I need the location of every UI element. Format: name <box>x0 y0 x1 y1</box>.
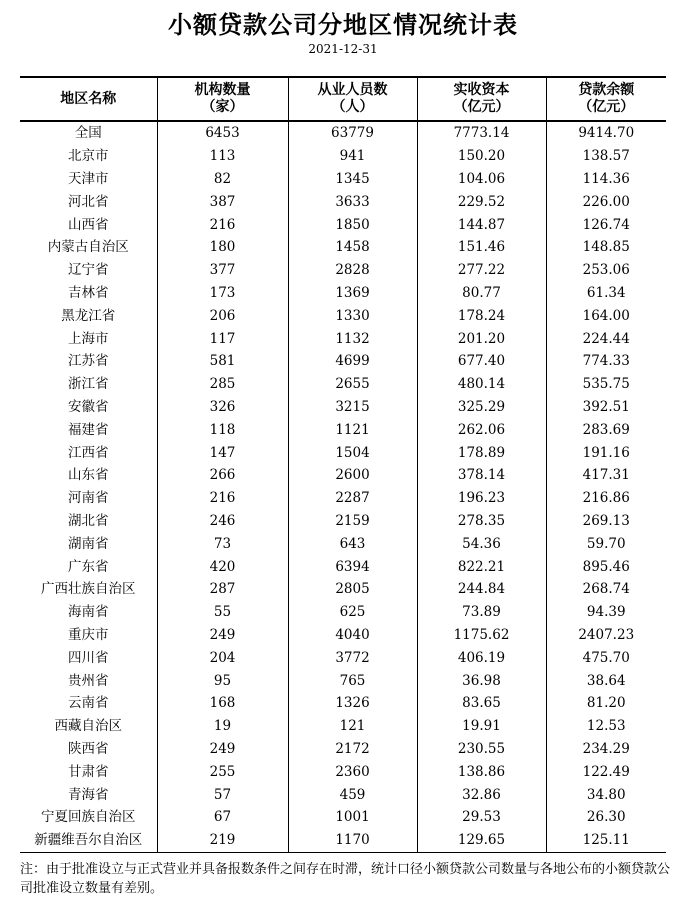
institution-count-cell: 19 <box>157 715 288 738</box>
employee-count-cell: 4699 <box>288 350 417 373</box>
loan-balance-cell: 61.34 <box>586 284 626 301</box>
employee-count-cell: 2287 <box>288 487 417 510</box>
region-cell: 青海省 <box>20 783 157 806</box>
paid-in-capital-cell: 1175.62 <box>417 624 546 647</box>
loan-balance-cell: 895.46 <box>582 558 630 575</box>
loan-balance-cell: 9414.70 <box>578 125 635 142</box>
header-employee-count-label: 从业人员数 <box>317 82 388 98</box>
institution-count-cell: 266 <box>157 464 288 487</box>
region-cell: 新疆维吾尔自治区 <box>20 829 157 852</box>
table-row <box>20 236 666 259</box>
region-cell: 上海市 <box>20 327 157 350</box>
paid-in-capital-cell: 178.24 <box>417 304 546 327</box>
employee-count-cell: 1132 <box>288 327 417 350</box>
loan-balance-cell: 392.51 <box>582 398 630 415</box>
header-institution-count-label: 机构数量 <box>194 82 251 98</box>
region-cell: 广东省 <box>20 555 157 578</box>
institution-count-cell: 377 <box>157 259 288 282</box>
institution-count-cell: 95 <box>157 669 288 692</box>
page-title: 小额贷款公司分地区情况统计表 <box>168 11 518 39</box>
loan-balance-cell: 122.49 <box>582 763 630 780</box>
region-cell: 浙江省 <box>20 373 157 396</box>
header-institution-count <box>157 77 288 121</box>
institution-count-cell: 249 <box>157 738 288 761</box>
region-cell: 湖南省 <box>20 532 157 555</box>
loan-balance-cell: 191.16 <box>582 444 630 461</box>
institution-count-cell: 147 <box>157 441 288 464</box>
region-cell: 陕西省 <box>20 738 157 761</box>
paid-in-capital-cell: 29.53 <box>417 806 546 829</box>
region-cell: 安徽省 <box>20 396 157 419</box>
loan-balance-cell: 224.44 <box>582 330 630 347</box>
employee-count-cell: 1121 <box>288 418 417 441</box>
paid-in-capital-cell: 19.91 <box>417 715 546 738</box>
paid-in-capital-cell: 54.36 <box>417 532 546 555</box>
loan-balance-cell: 125.11 <box>546 829 666 852</box>
loan-balance-cell: 216.86 <box>582 490 630 507</box>
paid-in-capital-cell: 262.06 <box>417 418 546 441</box>
paid-in-capital-cell: 151.46 <box>417 236 546 259</box>
employee-count-cell: 63779 <box>288 121 417 145</box>
employee-count-cell: 3633 <box>288 190 417 213</box>
employee-count-cell: 1345 <box>288 168 417 191</box>
paid-in-capital-cell: 406.19 <box>417 646 546 669</box>
header-paid-in-capital <box>417 77 546 121</box>
table-row <box>20 692 666 715</box>
institution-count-cell: 216 <box>157 213 288 236</box>
employee-count-cell: 2159 <box>288 510 417 533</box>
employee-count-cell: 2805 <box>288 578 417 601</box>
employee-count-cell: 1850 <box>288 213 417 236</box>
loan-balance-cell: 26.30 <box>586 809 626 826</box>
paid-in-capital-cell: 378.14 <box>417 464 546 487</box>
employee-count-cell: 625 <box>288 601 417 624</box>
paid-in-capital-cell: 178.89 <box>417 441 546 464</box>
institution-count-cell: 581 <box>157 350 288 373</box>
institution-count-cell: 180 <box>157 236 288 259</box>
header-employee-count <box>288 77 417 121</box>
table-body <box>20 121 666 852</box>
loan-balance-cell: 234.29 <box>582 740 630 757</box>
region-cell: 云南省 <box>20 692 157 715</box>
paid-in-capital-cell: 229.52 <box>417 190 546 213</box>
header-region <box>20 77 157 121</box>
region-cell: 河南省 <box>20 487 157 510</box>
employee-count-cell: 941 <box>288 145 417 168</box>
region-cell: 海南省 <box>20 601 157 624</box>
employee-count-cell: 2600 <box>288 464 417 487</box>
table-row <box>20 418 666 441</box>
table-row <box>20 829 666 852</box>
institution-count-cell: 57 <box>157 783 288 806</box>
table-row <box>20 555 666 578</box>
region-cell: 重庆市 <box>20 624 157 647</box>
loan-balance-cell: 475.70 <box>582 649 630 666</box>
region-cell: 辽宁省 <box>20 259 157 282</box>
paid-in-capital-cell: 83.65 <box>417 692 546 715</box>
paid-in-capital-cell: 104.06 <box>417 168 546 191</box>
loan-balance-cell: 126.74 <box>582 216 630 233</box>
report-date: 2021-12-31 <box>308 42 378 56</box>
table-row <box>20 121 666 145</box>
table-row <box>20 806 666 829</box>
region-cell: 北京市 <box>20 145 157 168</box>
table-row <box>20 327 666 350</box>
paid-in-capital-cell: 278.35 <box>417 510 546 533</box>
institution-count-cell: 249 <box>157 624 288 647</box>
institution-count-cell: 73 <box>157 532 288 555</box>
paid-in-capital-cell: 677.40 <box>417 350 546 373</box>
institution-count-cell: 206 <box>157 304 288 327</box>
paid-in-capital-cell: 129.65 <box>417 829 546 852</box>
region-cell: 广西壮族自治区 <box>20 578 157 601</box>
employee-count-cell: 1326 <box>288 692 417 715</box>
loan-balance-cell: 38.64 <box>586 672 626 689</box>
loan-balance-cell: 59.70 <box>586 535 626 552</box>
institution-count-cell: 113 <box>157 145 288 168</box>
employee-count-cell: 3215 <box>288 396 417 419</box>
employee-count-cell: 1170 <box>288 829 417 852</box>
region-cell: 内蒙古自治区 <box>20 236 157 259</box>
employee-count-cell: 2655 <box>288 373 417 396</box>
table-row <box>20 646 666 669</box>
region-cell: 贵州省 <box>20 669 157 692</box>
paid-in-capital-cell: 201.20 <box>417 327 546 350</box>
paid-in-capital-cell: 36.98 <box>417 669 546 692</box>
loan-balance-cell: 268.74 <box>582 581 630 598</box>
loan-balance-cell: 417.31 <box>582 467 630 484</box>
table-header-row <box>20 77 666 121</box>
paid-in-capital-cell: 138.86 <box>417 760 546 783</box>
header-employee-count-unit: （人） <box>331 99 374 115</box>
loan-balance-cell: 283.69 <box>582 421 630 438</box>
paid-in-capital-cell: 73.89 <box>417 601 546 624</box>
institution-count-cell: 6453 <box>157 121 288 145</box>
institution-count-cell: 287 <box>157 578 288 601</box>
paid-in-capital-cell: 480.14 <box>417 373 546 396</box>
region-cell: 黑龙江省 <box>20 304 157 327</box>
institution-count-cell: 219 <box>157 829 288 852</box>
paid-in-capital-cell: 325.29 <box>417 396 546 419</box>
employee-count-cell: 6394 <box>288 555 417 578</box>
table-row <box>20 168 666 191</box>
institution-count-cell: 255 <box>157 760 288 783</box>
region-cell: 四川省 <box>20 646 157 669</box>
region-cell: 山西省 <box>20 213 157 236</box>
loan-balance-cell: 2407.23 <box>578 626 635 643</box>
institution-count-cell: 118 <box>157 418 288 441</box>
institution-count-cell: 387 <box>157 190 288 213</box>
header-loan-balance <box>546 77 666 121</box>
loan-balance-cell: 535.75 <box>582 376 630 393</box>
paid-in-capital-cell: 7773.14 <box>417 121 546 145</box>
paid-in-capital-cell: 230.55 <box>417 738 546 761</box>
institution-count-cell: 55 <box>157 601 288 624</box>
employee-count-cell: 121 <box>288 715 417 738</box>
employee-count-cell: 3772 <box>288 646 417 669</box>
region-cell: 江西省 <box>20 441 157 464</box>
region-cell: 吉林省 <box>20 282 157 305</box>
paid-in-capital-cell: 196.23 <box>417 487 546 510</box>
table-row <box>20 669 666 692</box>
table-row <box>20 464 666 487</box>
paid-in-capital-cell: 32.86 <box>417 783 546 806</box>
loan-balance-cell: 34.80 <box>586 786 626 803</box>
table-row <box>20 783 666 806</box>
region-cell: 江苏省 <box>20 350 157 373</box>
header-institution-count-unit: （家） <box>201 99 244 115</box>
region-cell: 宁夏回族自治区 <box>20 806 157 829</box>
table-row <box>20 578 666 601</box>
table-row <box>20 373 666 396</box>
paid-in-capital-cell: 80.77 <box>417 282 546 305</box>
loan-balance-cell: 114.36 <box>582 170 630 187</box>
paid-in-capital-cell: 822.21 <box>417 555 546 578</box>
table-row <box>20 304 666 327</box>
header-region-label: 地区名称 <box>60 90 117 107</box>
table-row <box>20 396 666 419</box>
table-row <box>20 282 666 305</box>
employee-count-cell: 1369 <box>288 282 417 305</box>
table-row <box>20 715 666 738</box>
institution-count-cell: 168 <box>157 692 288 715</box>
region-cell: 甘肃省 <box>20 760 157 783</box>
table-row <box>20 259 666 282</box>
statistics-table <box>20 76 666 853</box>
institution-count-cell: 204 <box>157 646 288 669</box>
employee-count-cell: 1458 <box>288 236 417 259</box>
header-paid-in-capital-unit: （亿元） <box>453 99 510 115</box>
loan-balance-cell: 148.85 <box>582 239 630 256</box>
loan-balance-cell: 774.33 <box>582 353 630 370</box>
region-cell: 河北省 <box>20 190 157 213</box>
table-row <box>20 487 666 510</box>
loan-balance-cell: 253.06 <box>582 262 630 279</box>
loan-balance-cell: 12.53 <box>586 718 626 735</box>
loan-balance-cell: 94.39 <box>586 604 626 621</box>
header-paid-in-capital-label: 实收资本 <box>453 82 510 98</box>
institution-count-cell: 285 <box>157 373 288 396</box>
paid-in-capital-cell: 150.20 <box>417 145 546 168</box>
paid-in-capital-cell: 244.84 <box>417 578 546 601</box>
paid-in-capital-cell: 277.22 <box>417 259 546 282</box>
employee-count-cell: 1504 <box>288 441 417 464</box>
header-loan-balance-label: 贷款余额 <box>578 82 635 98</box>
institution-count-cell: 173 <box>157 282 288 305</box>
table-row <box>20 145 666 168</box>
employee-count-cell: 1330 <box>288 304 417 327</box>
region-cell: 全国 <box>20 121 157 145</box>
region-cell: 天津市 <box>20 168 157 191</box>
employee-count-cell: 643 <box>288 532 417 555</box>
institution-count-cell: 67 <box>157 806 288 829</box>
institution-count-cell: 216 <box>157 487 288 510</box>
loan-balance-cell: 138.57 <box>582 148 630 165</box>
institution-count-cell: 117 <box>157 327 288 350</box>
loan-balance-cell: 269.13 <box>582 512 630 529</box>
loan-balance-cell: 164.00 <box>582 307 630 324</box>
table-row <box>20 510 666 533</box>
table-row <box>20 350 666 373</box>
table-row <box>20 213 666 236</box>
employee-count-cell: 4040 <box>288 624 417 647</box>
employee-count-cell: 765 <box>288 669 417 692</box>
table-row <box>20 760 666 783</box>
table-row <box>20 441 666 464</box>
loan-balance-cell: 226.00 <box>582 193 630 210</box>
table-row <box>20 738 666 761</box>
table-row <box>20 624 666 647</box>
table-row <box>20 532 666 555</box>
paid-in-capital-cell: 144.87 <box>417 213 546 236</box>
loan-balance-cell: 81.20 <box>586 695 626 712</box>
region-cell: 山东省 <box>20 464 157 487</box>
employee-count-cell: 459 <box>288 783 417 806</box>
employee-count-cell: 1001 <box>288 806 417 829</box>
institution-count-cell: 246 <box>157 510 288 533</box>
table-row <box>20 190 666 213</box>
employee-count-cell: 2828 <box>288 259 417 282</box>
institution-count-cell: 82 <box>157 168 288 191</box>
region-cell: 福建省 <box>20 418 157 441</box>
region-cell: 湖北省 <box>20 510 157 533</box>
institution-count-cell: 326 <box>157 396 288 419</box>
employee-count-cell: 2172 <box>288 738 417 761</box>
footnote: 注：由于批准设立与正式营业并具备报数条件之间存在时滞，统计口径小额贷款公司数量与各地公布的小额贷款公司批准设立数量有差别。 <box>20 862 671 896</box>
employee-count-cell: 2360 <box>288 760 417 783</box>
table-row <box>20 601 666 624</box>
header-loan-balance-unit: （亿元） <box>578 99 635 115</box>
region-cell: 西藏自治区 <box>20 715 157 738</box>
institution-count-cell: 420 <box>157 555 288 578</box>
